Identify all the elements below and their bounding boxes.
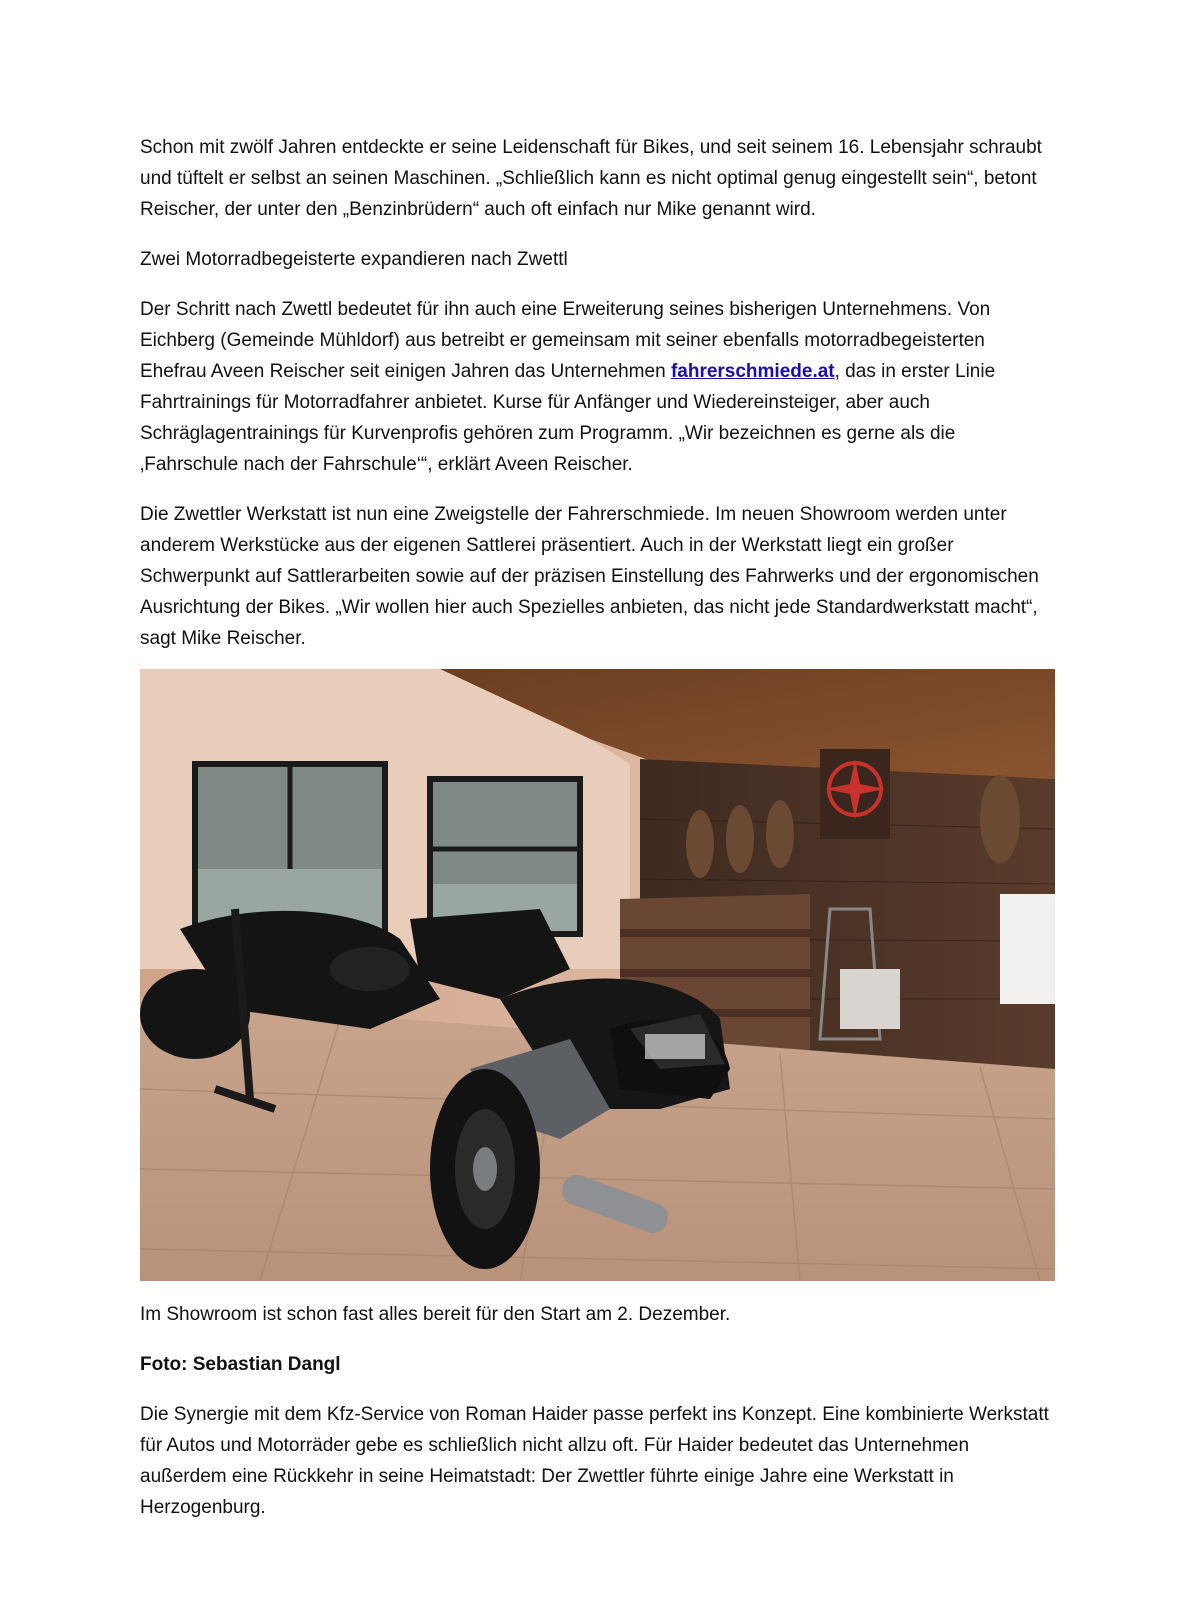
photo-credit: Foto: Sebastian Dangl xyxy=(140,1354,341,1375)
paragraph-fahrerschmiede xyxy=(140,294,1055,480)
article-body xyxy=(140,132,1055,1523)
section-heading: Zwei Motorradbegeisterte expandieren nach Zwettl xyxy=(140,249,568,270)
photo-caption: Im Showroom ist schon fast alles bereit für den Start am 2. Dezember. xyxy=(140,1304,731,1325)
fahrerschmiede-link[interactable]: fahrerschmiede.at xyxy=(670,361,835,382)
showroom-photo xyxy=(140,669,1055,1281)
paragraph-showroom: Die Zwettler Werkstatt ist nun eine Zweigstelle der Fahrerschmiede. Im neuen Showroom werden unter anderem Werkstücke aus der eigenen Sattlerei präsentiert. Auch in der Werkstatt liegt ein großer Schwerpunkt auf Sattlerarbeiten sowie auf der präzisen Einstellung des Fahrwerks und der ergonomischen Ausrichtung der Bikes. „Wir wollen hier auch Spezielles anbieten, das nicht jede Standardwerkstatt macht“, sagt Mike Reischer. xyxy=(140,504,1039,649)
paragraph-intro: Schon mit zwölf Jahren entdeckte er seine Leidenschaft für Bikes, und seit seinem 16. Lebensjahr schraubt und tüftelt er selbst an seinen Maschinen. „Schließlich kann es nicht optimal genug eingestellt sein“, betont Reischer, der unter den „Benzinbrüdern“ auch oft einfach nur Mike genannt wird. xyxy=(140,137,1042,220)
paragraph-synergie: Die Synergie mit dem Kfz-Service von Roman Haider passe perfekt ins Konzept. Eine kombinierte Werkstatt für Autos und Motorräder gebe es schließlich nicht allzu oft. Für Haider bedeutet das Unternehmen außerdem eine Rückkehr in seine Heimatstadt: Der Zwettler führte einige Jahre eine Werkstatt in Herzogenburg. xyxy=(140,1404,1049,1518)
paragraph-text-after-link: , das in erster Linie Fahrtrainings für Motorradfahrer anbietet. Kurse für Anfänger und Wiedereinsteiger, aber auch Schräglagentrainings für Kurvenprofis gehören zum Programm. „Wir bezeichnen es gerne als die ‚Fahrschule nach der Fahrschule‘“, erklärt Aveen Reischer. xyxy=(140,361,996,475)
paragraph-text-before-link: Der Schritt nach Zwettl bedeutet für ihn auch eine Erweiterung seines bisherigen Unternehmens. Von Eichberg (Gemeinde Mühldorf) aus betreibt er gemeinsam mit seiner ebenfalls motorradbegeisterten Ehefrau Aveen Reischer seit einigen Jahren das Unternehmen xyxy=(140,299,991,382)
